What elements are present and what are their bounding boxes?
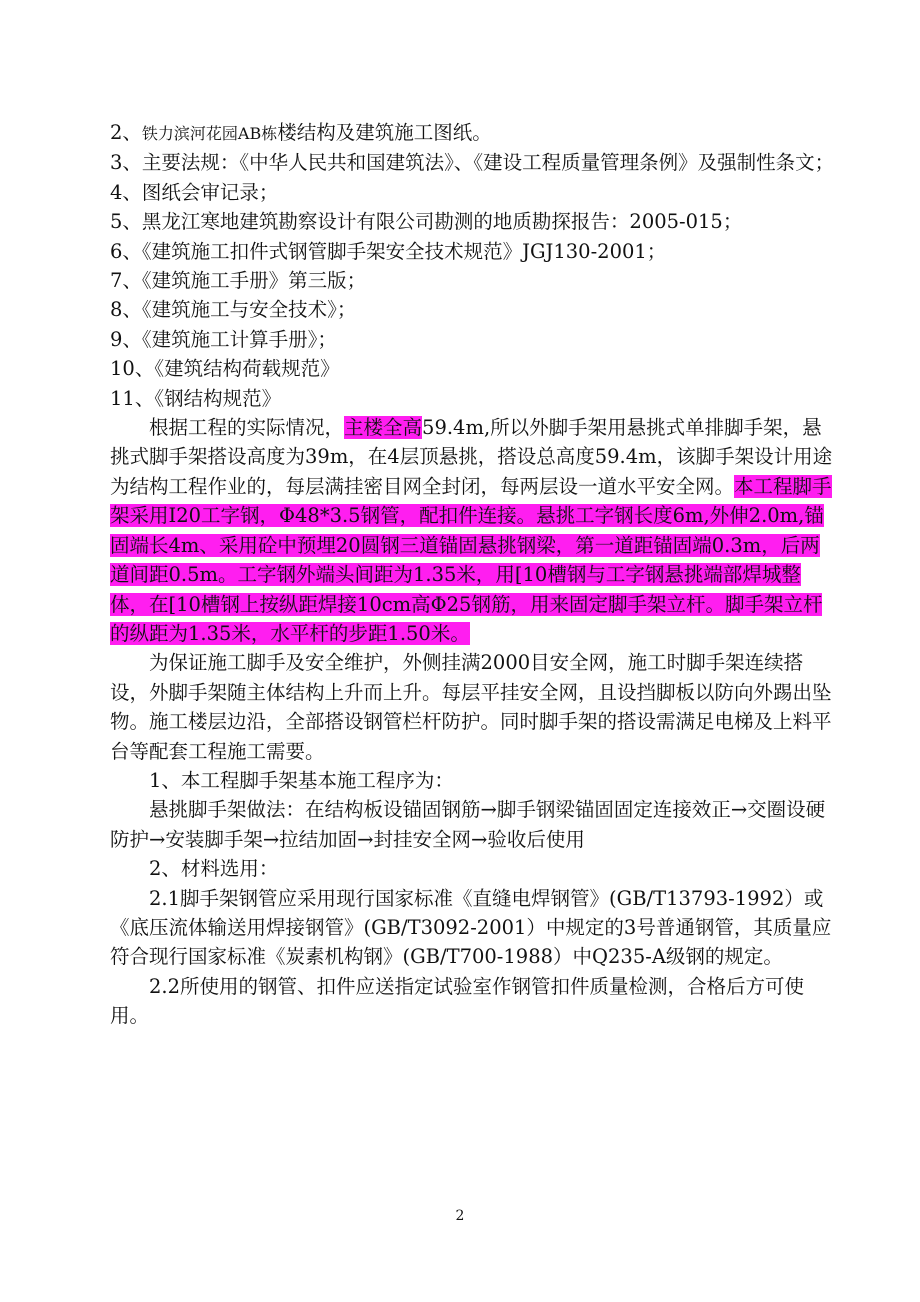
reference-line-7: 7、《建筑施工手册》第三版； bbox=[110, 269, 367, 293]
section-heading-materials: 2、材料选用： bbox=[149, 857, 279, 881]
project-description-paragraph bbox=[110, 413, 835, 648]
section-heading-procedure: 1、本工程脚手架基本施工程序为： bbox=[149, 768, 454, 792]
procedure-paragraph: 悬挑脚手架做法：在结构板设锚固钢筋→脚手钢梁锚固固定连接效正→交圈设硬防护→安装脚手架→拉结加固→封挂安全网→验收后使用 bbox=[110, 798, 826, 851]
materials-paragraph-2-1: 2.1脚手架钢管应采用现行国家标准《直缝电焊钢管》(GB/T13793-1992）或《底压流体输送用焊接钢管》(GB/T3092-2001）中规定的3号普通钢管，其质量应符合现行国家标准《炭素机构钢》(GB/T700-1988）中Q235-A级钢的规定。 bbox=[110, 886, 832, 969]
list-number: 2、 bbox=[110, 121, 142, 144]
materials-paragraph-2-2: 2.2所使用的钢管、扣件应送指定试验室作钢管扣件质量检测，合格后方可使用。 bbox=[110, 974, 805, 1028]
reference-line-5: 5、黑龙江寒地建筑勘察设计有限公司勘测的地质勘探报告：2005-015； bbox=[110, 210, 743, 234]
reference-line-9: 9、《建筑施工计算手册》； bbox=[110, 327, 337, 351]
paragraph-text: 根据工程的实际情况， bbox=[149, 416, 345, 440]
document-body bbox=[110, 118, 835, 1031]
safety-paragraph: 为保证施工脚手及安全维护，外侧挂满2000目安全网，施工时脚手架连续搭设，外脚手架随主体结构上升而上升。每层平挂安全网，且设挡脚板以防向外踢出坠物。施工楼层边沿，全部搭设钢管栏杆防护。同时脚手架的搭设需满足电梯及上料平台等配套工程施工需要。 bbox=[110, 651, 832, 763]
reference-line-3: 3、主要法规：《中华人民共和国建筑法》、《建设工程质量管理条例》及强制性条文； bbox=[110, 151, 835, 175]
reference-line-11: 11、《钢结构规范》 bbox=[110, 386, 282, 410]
paragraph-text: 59.4m,所以外脚手架用悬挑式单排脚手架，悬挑式脚手架搭设高度为39m，在4层顶悬挑，搭设总高度59.4m，该脚手架设计用途为结构工程作业的，每层满挂密目网全封闭，每两层设一道水平安全网。 bbox=[110, 416, 833, 498]
highlighted-text: 本工程脚手架采用Ⅰ20工字钢，Φ48*3.5钢管，配扣件连接。悬挑工字钢长度6m,外伸2.0m,锚固端长4m、采用砼中预埋20圆钢三道锚固悬挑钢梁，第一道距锚固端0.3m，后两道间距0.5m。工字钢外端头间距为1.35米，用[10槽钢与工字钢悬挑端部焊城整体，在[10槽钢上按纵距焊接10cm高Φ25钢筋，用来固定脚手架立杆。脚手架立杆的纵距为1.35米，水平杆的步距1.50米。 bbox=[110, 474, 832, 645]
project-name: 铁力滨河花园AB栋 bbox=[141, 124, 278, 143]
reference-line-2 bbox=[110, 118, 835, 148]
reference-line-4: 4、图纸会审记录； bbox=[110, 180, 279, 204]
page-number: 2 bbox=[455, 1208, 465, 1224]
highlighted-text: 主楼全高 bbox=[344, 416, 423, 440]
reference-line-6: 6、《建筑施工扣件式钢管脚手架安全技术规范》JGJ130-2001； bbox=[110, 239, 667, 263]
reference-text: 楼结构及建筑施工图纸。 bbox=[277, 121, 492, 144]
reference-line-10: 10、《建筑结构荷载规范》 bbox=[110, 357, 340, 381]
reference-line-8: 8、《建筑施工与安全技术》； bbox=[110, 298, 357, 322]
